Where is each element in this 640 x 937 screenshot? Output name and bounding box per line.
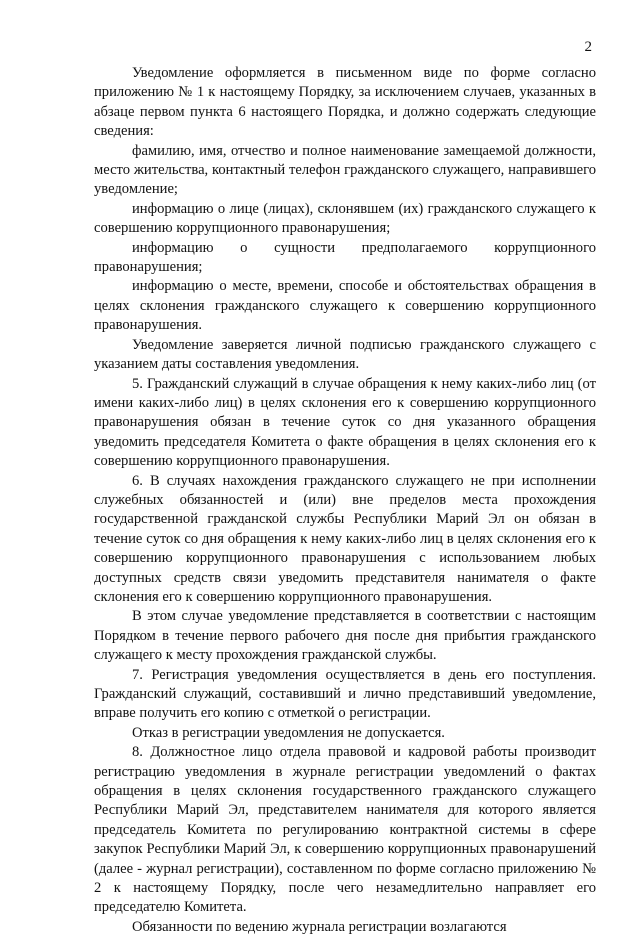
paragraph-employee-details: фамилию, имя, отчество и полное наименование замещаемой должности, место жительства, контактный телефон гражданского служащего, направившего уведомление; xyxy=(94,142,596,198)
paragraph-inducer-info: информацию о лице (лицах), склонявшем (их) гражданского служащего к совершению коррупционного правонарушения; xyxy=(94,200,596,237)
paragraph-item-7: 7. Регистрация уведомления осуществляется в день его поступления. Гражданский служащий, составивший и лично представивший уведомление, вправе получить его копию с отметкой о регистрации. xyxy=(94,666,596,722)
paragraph-first-working-day: В этом случае уведомление представляется в соответствии с настоящим Порядком в течение первого рабочего дня после дня прибытия гражданского служащего к месту прохождения гражданской службы. xyxy=(94,608,596,664)
paragraph-circumstances: информацию о месте, времени, способе и обстоятельствах обращения в целях склонения гражданского служащего к совершению коррупционного правонарушения. xyxy=(94,278,596,334)
paragraph-item-5: 5. Гражданский служащий в случае обращения к нему каких-либо лиц (от имени каких-либо лиц) в целях склонения его к совершению коррупционного правонарушения обязан в течение суток со дня указанного обращения уведомить председателя Комитета о факте обращения в целях склонения его к совершению коррупционного правонарушения. xyxy=(94,375,596,470)
paragraph-notice-form: Уведомление оформляется в письменном виде по форме согласно приложению № 1 к настоящему Порядку, за исключением случаев, указанных в абзаце первом пункта 6 настоящего Порядка, и должно содержать следующие сведения: xyxy=(94,65,596,140)
paragraph-journal-duties: Обязанности по ведению журнала регистрации возлагаются xyxy=(132,918,507,935)
paragraph-offense-essence: информацию о сущности предполагаемого коррупционного правонарушения; xyxy=(94,239,596,276)
paragraph-signature: Уведомление заверяется личной подписью гражданского служащего с указанием даты составления уведомления. xyxy=(94,336,596,373)
document-body xyxy=(94,64,596,937)
paragraph-item-8: 8. Должностное лицо отдела правовой и кадровой работы производит регистрацию уведомления в журнале регистрации уведомлений о фактах обращения в целях склонения государственного гражданского служащего Республики Марий Эл, представителем нанимателя для которого является председатель Комитета по регулированию контрактной системы в сфере закупок Республики Марий Эл, к совершению коррупционных правонарушений (далее - журнал регистрации), составленном по форме согласно приложению № 2 к настоящему Порядку, после чего незамедлительно направляет его председателю Комитета. xyxy=(94,744,596,916)
page-number: 2 xyxy=(584,39,592,55)
paragraph-no-refusal: Отказ в регистрации уведомления не допускается. xyxy=(132,724,445,741)
paragraph-item-6: 6. В случаях нахождения гражданского служащего не при исполнении служебных обязанностей и (или) вне пределов места прохождения государственной гражданской службы Республики Марий Эл он обязан в течение суток со дня обращения к нему каких-либо лиц в целях склонения его к совершению коррупционного правонарушения с использованием любых доступных средств связи уведомить представителя нанимателя о факте склонения его к совершению коррупционного правонарушения. xyxy=(94,472,596,605)
